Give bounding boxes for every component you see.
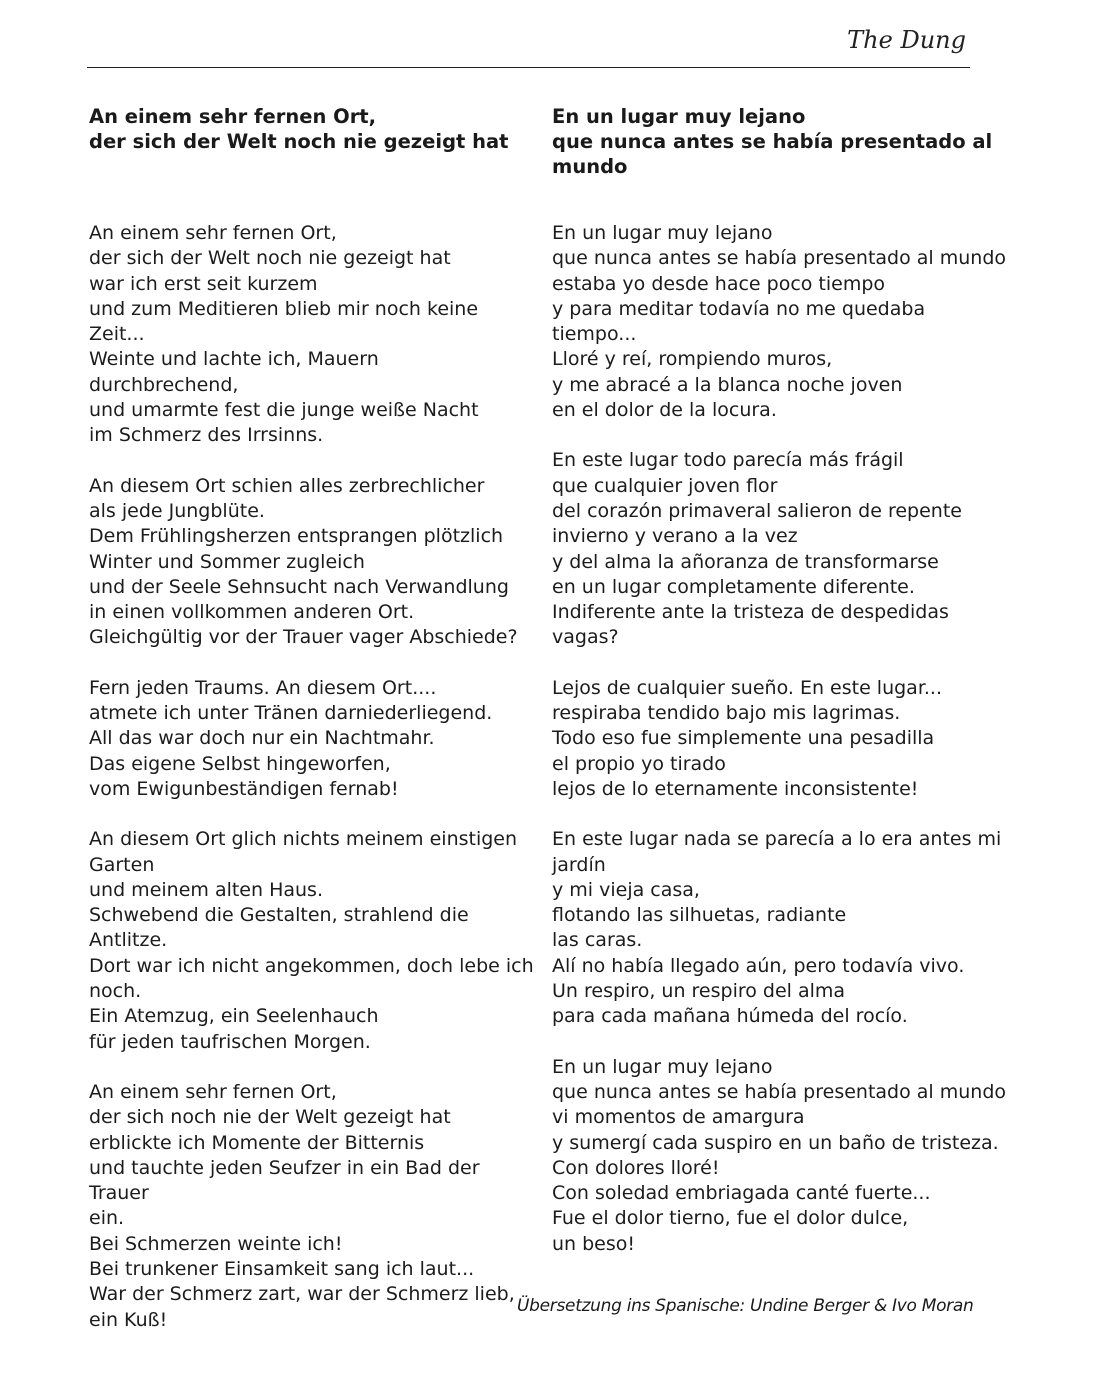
- german-stanza-3: Fern jeden Traums. An diesem Ort.... atmete ich unter Tränen darniederliegend. All das war doch nur ein Nachtmahr. Das eigene Selbst hingeworfen, vom Ewigunbeständigen fernab!: [89, 676, 493, 800]
- spanish-column: [552, 104, 1012, 1282]
- spanish-stanza-4: En este lugar nada se parecía a lo era antes mi jardín y mi vieja casa, flotando las silhuetas, radiante las caras. Alí no había llegado aún, pero todavía vivo. Un respiro, un respiro del alma para cada mañana húmeda del rocío.: [552, 828, 1002, 1028]
- spanish-stanza-3: Lejos de cualquier sueño. En este lugar... respiraba tendido bajo mis lagrimas. Todo eso fue simplemente una pesadilla el propio yo tirado lejos de lo eternamente inconsistente!: [552, 676, 943, 800]
- header-rule: [87, 67, 970, 68]
- publication-name: The Dung: [847, 26, 966, 54]
- german-stanza-4: An diesem Ort glich nichts meinem einstigen Garten und meinem alten Haus. Schwebend die Gestalten, strahlend die Antlitze. Dort war ich nicht angekommen, doch lebe ich noch. Ein Atemzug, ein Seelenhauch für jeden taufrischen Morgen.: [89, 828, 534, 1053]
- german-stanza-2: An diesem Ort schien alles zerbrechlicher als jede Jungblüte. Dem Frühlingsherzen entsprangen plötzlich Winter und Sommer zugleich und der Seele Sehnsucht nach Verwandlung in einen vollkommen anderen Ort. Gleichgültig vor der Trauer vager Abschiede?: [89, 474, 518, 649]
- spanish-stanza-1: En un lugar muy lejano que nunca antes se había presentado al mundo estaba yo desde hace poco tiempo y para meditar todavía no me quedaba tiempo... Lloré y reí, rompiendo muros, y me abracé a la blanca noche joven en el dolor de la locura.: [552, 222, 1007, 422]
- german-poem-title: An einem sehr fernen Ort, der sich der Welt noch nie gezeigt hat: [89, 105, 509, 153]
- translation-credit: Übersetzung ins Spanische: Undine Berger & Ivo Moran: [517, 1296, 974, 1316]
- spanish-poem-title: En un lugar muy lejano que nunca antes se había presentado al mundo: [552, 105, 993, 178]
- spanish-stanza-5: En un lugar muy lejano que nunca antes se había presentado al mundo vi momentos de amargura y sumergí cada suspiro en un baño de tristeza. Con dolores lloré! Con soledad embriagada canté fuerte... Fue el dolor tierno, fue el dolor dulce, un beso!: [552, 1055, 1007, 1255]
- spanish-stanza-2: En este lugar todo parecía más frágil que cualquier joven flor del corazón primaveral salieron de repente invierno y verano a la vez y del alma la añoranza de transformarse en un lugar completamente diferente. Indiferente ante la tristeza de despedidas vagas?: [552, 449, 962, 649]
- german-column: [89, 104, 534, 1358]
- german-stanza-5: An einem sehr fernen Ort, der sich noch nie der Welt gezeigt hat erblickte ich Momente der Bitternis und tauchte jeden Seufzer in ein Bad der Trauer ein. Bei Schmerzen weinte ich! Bei trunkener Einsamkeit sang ich laut... War der Schmerz zart, war der Schmerz lieb, ein Kuß!: [89, 1080, 515, 1331]
- german-stanza-1: An einem sehr fernen Ort, der sich der Welt noch nie gezeigt hat war ich erst seit kurzem und zum Meditieren blieb mir noch keine Zeit... Weinte und lachte ich, Mauern durchbrechend, und umarmte fest die junge weiße Nacht im Schmerz des Irrsinns.: [89, 222, 479, 447]
